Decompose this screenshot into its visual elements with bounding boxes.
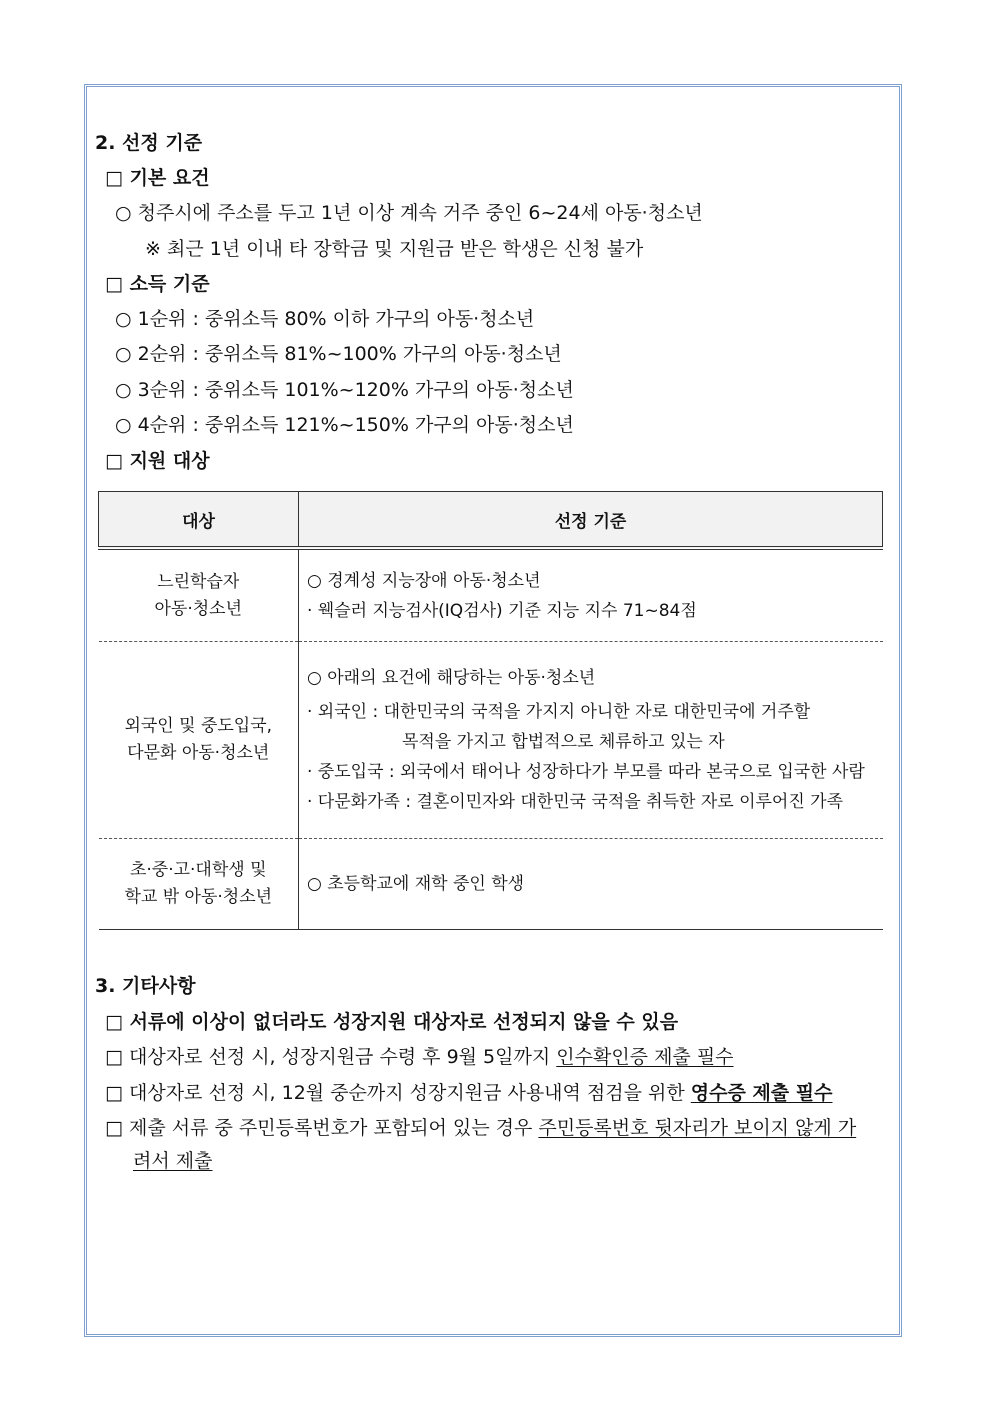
criteria-cell (299, 642, 883, 839)
criteria-line: · 중도입국 : 외국에서 태어나 성장하다가 부모를 따라 본국으로 입국한 사람 (307, 762, 865, 782)
section3-title: 3. 기타사항 (95, 975, 196, 997)
note-item (105, 1116, 856, 1140)
note-item-continuation (133, 1149, 212, 1173)
header-target: 대상 (99, 492, 299, 549)
target-line: 아동·청소년 (154, 598, 242, 619)
target-line: 초·중·고·대학생 및 (129, 860, 267, 880)
criteria-line: · 외국인 : 대한민국의 국적을 가지지 아니한 자로 대한민국에 거주할 (307, 702, 811, 722)
support-target-heading: □ 지원 대상 (105, 450, 210, 472)
target-line: 느린학습자 (157, 571, 240, 592)
table-header-row (99, 492, 883, 549)
income-rank-3: ○ 3순위 : 중위소득 101%~120% 가구의 아동·청소년 (115, 379, 574, 401)
target-cell (99, 839, 299, 930)
table-row (99, 642, 883, 839)
support-target-table (98, 491, 883, 930)
note-emphasis: 주민등록번호 뒷자리가 보이지 않게 가 (538, 1117, 857, 1139)
note-emphasis: 려서 제출 (133, 1150, 213, 1172)
income-rank-2: ○ 2순위 : 중위소득 81%~100% 가구의 아동·청소년 (115, 343, 562, 365)
note-text: □ 대상자로 선정 시, 성장지원금 수령 후 9월 5일까지 (105, 1046, 557, 1068)
criteria-line: 목적을 가지고 합법적으로 체류하고 있는 자 (402, 732, 725, 752)
income-rank-4: ○ 4순위 : 중위소득 121%~150% 가구의 아동·청소년 (115, 414, 574, 436)
criteria-cell (299, 548, 883, 642)
header-criteria: 선정 기준 (299, 492, 883, 549)
note-emphasis: 영수증 제출 필수 (690, 1082, 833, 1104)
income-criteria-heading: □ 소득 기준 (105, 273, 210, 295)
section2-title: 2. 선정 기준 (95, 132, 203, 154)
criteria-line: ○ 초등학교에 재학 중인 학생 (307, 874, 525, 894)
note-item (105, 1081, 833, 1105)
target-cell (99, 548, 299, 642)
table-row (99, 839, 883, 930)
basic-requirement-item: ○ 청주시에 주소를 두고 1년 이상 계속 거주 중인 6~24세 아동·청소년 (115, 202, 703, 224)
note-text: □ 대상자로 선정 시, 12월 중순까지 성장지원금 사용내역 점검을 위한 (105, 1082, 691, 1104)
note-item (105, 1045, 734, 1069)
note-item: □ 서류에 이상이 없더라도 성장지원 대상자로 선정되지 않을 수 있음 (105, 1011, 679, 1033)
criteria-line: ○ 아래의 요건에 해당하는 아동·청소년 (307, 668, 596, 688)
criteria-line: · 웩슬러 지능검사(IQ검사) 기준 지능 지수 71~84점 (307, 600, 697, 621)
note-text: □ 제출 서류 중 주민등록번호가 포함되어 있는 경우 (105, 1117, 539, 1139)
target-cell (99, 642, 299, 839)
criteria-cell (299, 839, 883, 930)
basic-requirement-note: ※ 최근 1년 이내 타 장학금 및 지원금 받은 학생은 신청 불가 (145, 238, 644, 260)
target-line: 다문화 아동·청소년 (127, 743, 270, 763)
criteria-line: ○ 경계성 지능장애 아동·청소년 (307, 570, 541, 591)
target-line: 외국인 및 중도입국, (124, 716, 273, 736)
table-row (99, 548, 883, 642)
income-rank-1: ○ 1순위 : 중위소득 80% 이하 가구의 아동·청소년 (115, 308, 535, 330)
criteria-line: · 다문화가족 : 결혼이민자와 대한민국 국적을 취득한 자로 이루어진 가족 (307, 792, 844, 812)
note-emphasis: 인수확인증 제출 필수 (556, 1046, 734, 1068)
target-line: 학교 밖 아동·청소년 (124, 887, 273, 907)
basic-requirements-heading: □ 기본 요건 (105, 167, 210, 189)
